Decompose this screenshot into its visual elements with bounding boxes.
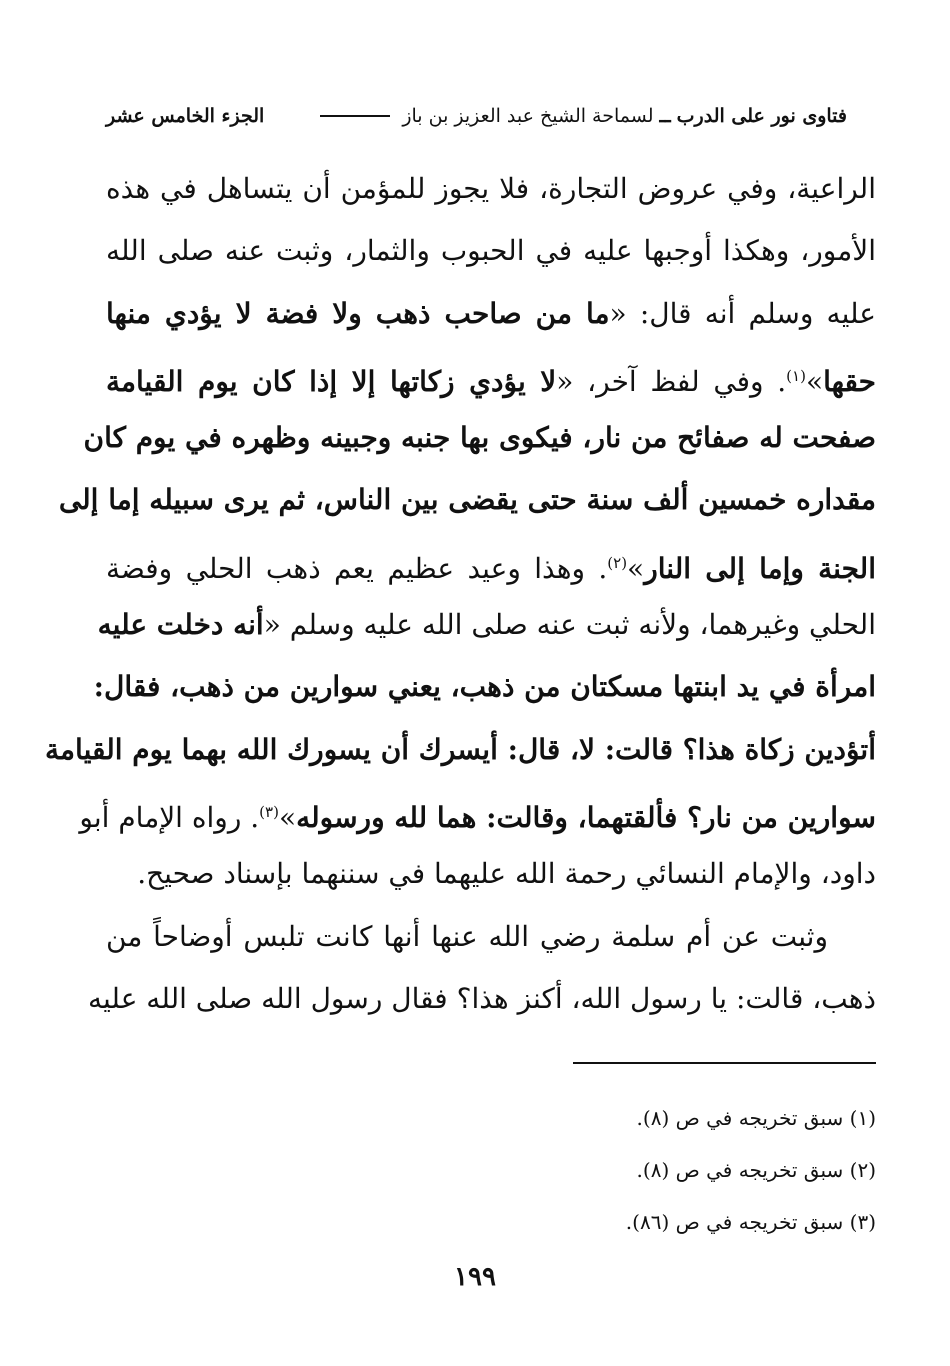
header-book-title: فتاوى نور على الدرب	[676, 105, 847, 127]
text-line	[87, 968, 876, 1030]
text-segment: الحلي وغيرهما، ولأنه ثبت عنه صلى الله عليه وسلم «	[263, 608, 876, 642]
hadith-text: لا يؤدي زكاتها إلا إذا كان يوم القيامة	[106, 364, 557, 398]
hadith-text: أنه دخلت عليه	[97, 608, 264, 642]
header-dash: ــ	[659, 105, 671, 127]
main-text	[45, 158, 876, 1030]
hadith-text: مقداره خمسين ألف سنة حتى يقضى بين الناس، ثم يرى سبيله إما إلى	[58, 483, 876, 517]
hadith-text: الجنة وإما إلى النار	[644, 551, 876, 585]
text-segment: ذهب، قالت: يا رسول الله، أكنز هذا؟ فقال رسول الله صلى الله عليه	[87, 981, 876, 1015]
hadith-text: ما من صاحب ذهب ولا فضة لا يؤدي منها	[106, 296, 610, 330]
footnotes	[556, 1092, 876, 1248]
header-author: لسماحة الشيخ عبد العزيز بن باز	[402, 105, 654, 127]
hadith-text: امرأة في يد ابنتها مسكتان من ذهب، يعني سوارين من ذهب، فقال:	[93, 670, 876, 704]
text-line	[106, 843, 876, 905]
footnote-ref: (١)	[786, 366, 806, 385]
header-part: الجزء الخامس عشر	[106, 105, 265, 127]
footnote-separator	[573, 1062, 876, 1064]
header-book-info	[314, 105, 847, 127]
hadith-text: سوارين من نار؟ فألقتهما، وقالت: هما لله ورسوله	[296, 800, 876, 834]
header-rule	[320, 115, 390, 117]
text-line	[83, 407, 876, 469]
text-line	[58, 469, 876, 531]
text-segment: . وهذا وعيد عظيم يعم ذهب الحلي وفضة	[106, 551, 608, 585]
footnote-2: (٢) سبق تخريجه في ص (٨).	[636, 1158, 876, 1182]
text-segment: »	[805, 364, 824, 398]
text-line	[106, 158, 876, 220]
footnote-3: (٣) سبق تخريجه في ص (٨٦).	[625, 1210, 876, 1234]
text-line	[106, 283, 876, 345]
text-segment: . وفي لفظ آخر، «	[556, 364, 787, 398]
text-line	[106, 220, 876, 282]
text-segment: »	[627, 551, 645, 585]
text-segment: وثبت عن أم سلمة رضي الله عنها أنها كانت تلبس أوضاحاً من	[106, 919, 828, 953]
running-header	[106, 96, 847, 136]
text-segment: . رواه الإمام أبو	[79, 800, 260, 834]
text-segment: عليه وسلم أنه قال: «	[609, 296, 876, 330]
footnote-ref: (٣)	[259, 802, 279, 821]
hadith-text: أتؤدين زكاة هذا؟ قالت: لا، قال: أيسرك أن يسورك الله بهما يوم القيامة	[45, 732, 876, 766]
text-segment: الأمور، وهكذا أوجبها عليه في الحبوب والثمار، وثبت عنه صلى الله	[106, 234, 876, 268]
text-line	[79, 781, 876, 843]
text-line	[106, 345, 876, 407]
text-line	[106, 906, 876, 968]
text-line	[106, 532, 876, 594]
footnote-1: (١) سبق تخريجه في ص (٨).	[636, 1106, 876, 1130]
hadith-text: حقها	[823, 364, 876, 398]
text-segment: »	[278, 800, 297, 834]
hadith-text: صفحت له صفائح من نار، فيكوى بها جنبه وجبينه وظهره في يوم كان	[83, 421, 876, 455]
page-number: ١٩٩	[454, 1262, 496, 1292]
text-line	[93, 656, 876, 718]
text-line	[97, 594, 876, 656]
text-segment: داود، والإمام النسائي رحمة الله عليهما في سننهما بإسناد صحيح.	[137, 857, 876, 891]
text-segment: الراعية، وفي عروض التجارة، فلا يجوز للمؤمن أن يتساهل في هذه	[106, 172, 876, 205]
footnote-ref: (٢)	[607, 553, 628, 572]
text-line	[45, 719, 876, 781]
